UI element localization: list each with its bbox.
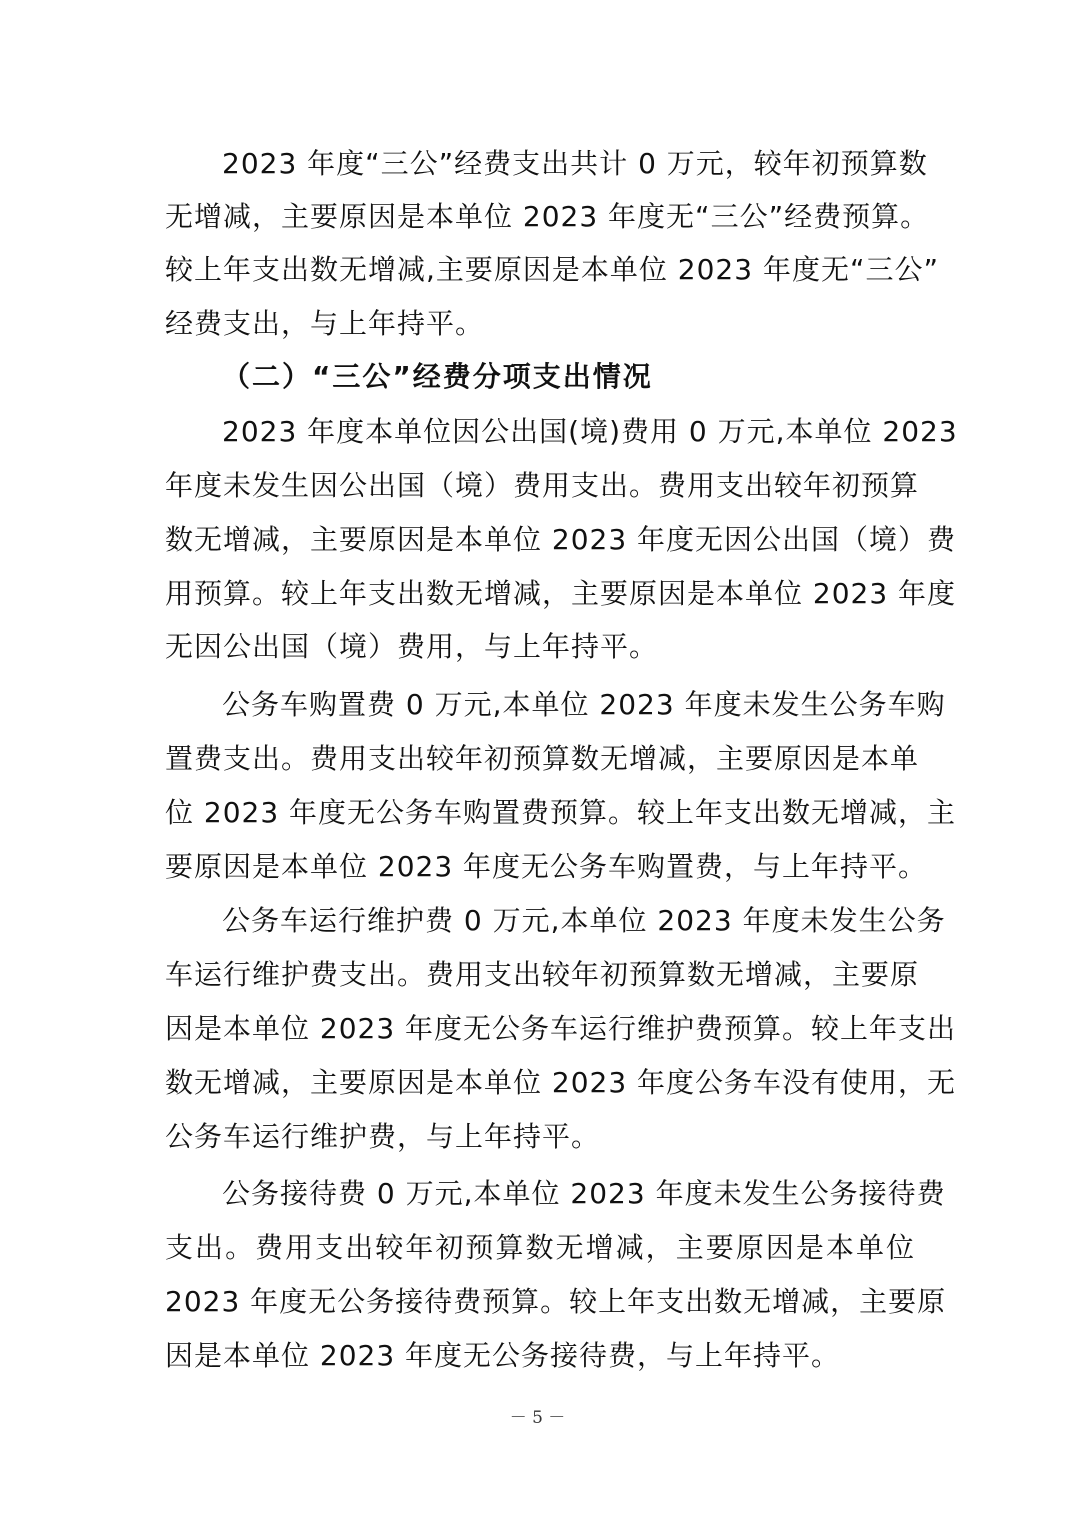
section-heading: （二）“三公”经费分项支出情况 [222, 360, 653, 393]
paragraph-line: 无增减，主要原因是本单位 2023 年度无“三公”经费预算。 [165, 200, 930, 233]
paragraph-line: 用预算。较上年支出数无增减，主要原因是本单位 2023 年度 [165, 577, 957, 610]
paragraph-line: 2023 年度本单位因公出国(境)费用 0 万元,本单位 2023 [222, 415, 958, 448]
paragraph-line: 无因公出国（境）费用，与上年持平。 [165, 630, 659, 663]
paragraph-line: 经费支出，与上年持平。 [165, 307, 485, 340]
paragraph-line: 位 2023 年度无公务车购置费预算。较上年支出数无增减，主 [165, 796, 957, 829]
paragraph-line: 2023 年度无公务接待费预算。较上年支出数无增减，主要原 [165, 1285, 947, 1318]
paragraph-line: 置费支出。费用支出较年初预算数无增减，主要原因是本单 [165, 742, 920, 775]
paragraph-line: 车运行维护费支出。费用支出较年初预算数无增减，主要原 [165, 958, 920, 991]
paragraph-line: 公务车购置费 0 万元,本单位 2023 年度未发生公务车购 [222, 688, 946, 721]
paragraph-line: 2023 年度“三公”经费支出共计 0 万元，较年初预算数 [222, 147, 928, 180]
paragraph-line: 支出。费用支出较年初预算数无增减，主要原因是本单位 [165, 1231, 915, 1264]
paragraph-line: 年度未发生因公出国（境）费用支出。费用支出较年初预算 [165, 469, 920, 502]
paragraph-line: 因是本单位 2023 年度无公务接待费，与上年持平。 [165, 1339, 841, 1372]
paragraph-line: 数无增减，主要原因是本单位 2023 年度无因公出国（境）费 [165, 523, 957, 556]
page-number: － 5 － [509, 1408, 566, 1428]
paragraph-line: 因是本单位 2023 年度无公务车运行维护费预算。较上年支出 [165, 1012, 957, 1045]
paragraph-line: 要原因是本单位 2023 年度无公务车购置费，与上年持平。 [165, 850, 928, 883]
paragraph-line: 数无增减，主要原因是本单位 2023 年度公务车没有使用，无 [165, 1066, 957, 1099]
paragraph-line: 较上年支出数无增减,主要原因是本单位 2023 年度无“三公” [165, 253, 939, 286]
paragraph-line: 公务车运行维护费 0 万元,本单位 2023 年度未发生公务 [222, 904, 946, 937]
paragraph-line: 公务接待费 0 万元,本单位 2023 年度未发生公务接待费 [222, 1177, 946, 1210]
paragraph-line: 公务车运行维护费，与上年持平。 [165, 1120, 601, 1153]
